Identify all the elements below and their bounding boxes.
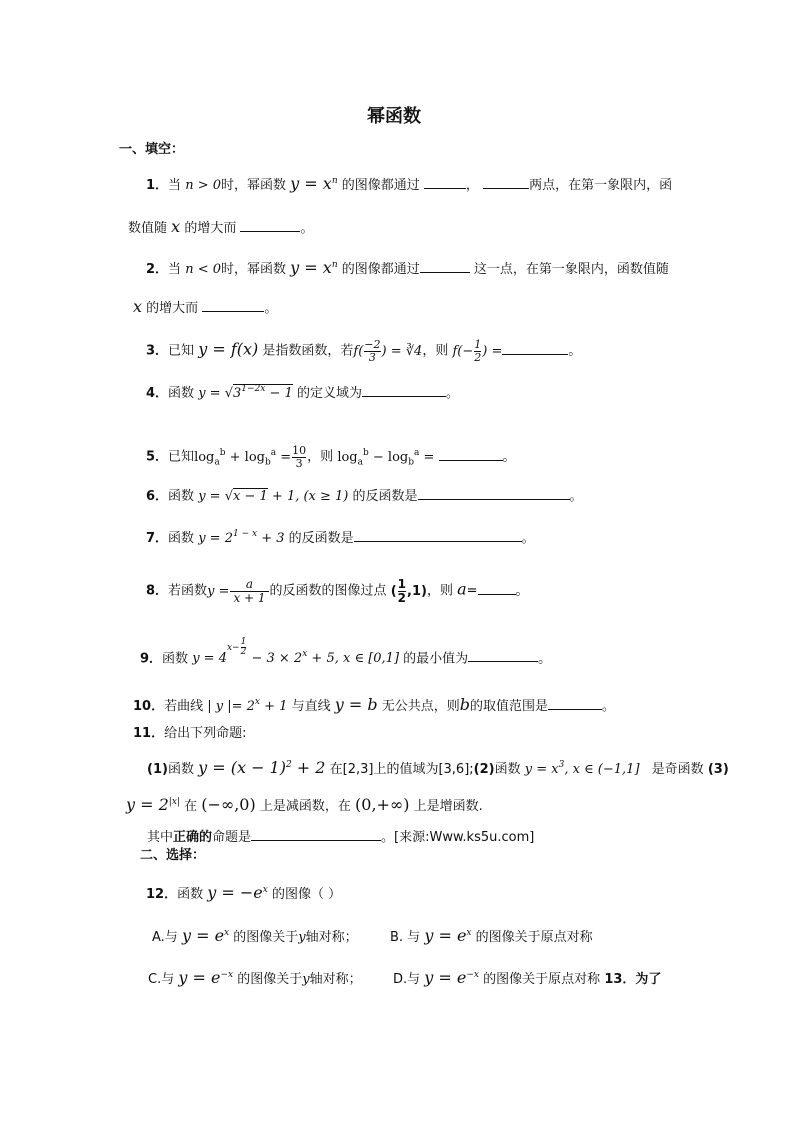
question-number: 9． <box>140 651 163 667</box>
question-6 <box>146 488 583 503</box>
text: 给出下列命题: <box>164 726 247 741</box>
text: 轴对称； <box>309 972 362 987</box>
text: 数值随 <box>128 221 168 236</box>
question-1-line-2 <box>128 219 314 235</box>
text: 这一点，在第一象限内，函数值随 <box>473 262 669 277</box>
exponential-expr: $y = -e^x$ <box>207 883 268 902</box>
option-a[interactable] <box>152 928 358 944</box>
text: 函数 <box>177 887 204 902</box>
text: 与直线 <box>291 699 331 714</box>
text: 的反函数是 <box>288 531 354 546</box>
point-expr: ( $\frac{1}{2}$ ,1) <box>390 577 427 605</box>
question-2-line-2 <box>133 299 277 315</box>
text: 。 <box>502 449 516 465</box>
answer-blank[interactable] <box>483 177 529 189</box>
text: 正确的 <box>173 830 213 845</box>
text: 若曲线 <box>164 699 204 714</box>
radical-expr: y = √x − 1 + 1, (x ≥ 1) <box>198 489 349 504</box>
text: 函数 <box>168 489 195 504</box>
rational-expr: y = $\frac{a}{x + 1}$ <box>207 584 269 599</box>
text: 函数 <box>162 651 189 667</box>
question-number: 8． <box>146 583 169 599</box>
question-4 <box>146 385 459 400</box>
condition-expr: f( $\frac{-2}{3}$ ) = ∛4 <box>353 338 423 364</box>
variable-x: x <box>171 217 181 236</box>
proposition-label: (3) <box>707 762 729 777</box>
next-question-start: 13．为了 <box>604 972 662 987</box>
text: 函数 <box>167 762 194 777</box>
answer-blank[interactable] <box>439 449 503 461</box>
text: 无公共点，则 <box>381 699 460 714</box>
question-5 <box>146 445 516 469</box>
text: 。 <box>602 699 616 714</box>
cubic-expr: $y = x^3$, x ∈ (−1,1] <box>524 760 640 777</box>
option-label: B. 与 <box>390 930 421 945</box>
question-number: 6． <box>146 489 169 504</box>
text: 函数 <box>494 762 521 777</box>
text: 的图像都通过 <box>341 262 420 277</box>
question-11-line-2 <box>126 797 483 813</box>
answer-blank[interactable] <box>362 385 446 397</box>
variable-y: y <box>298 930 306 945</box>
exponential-expr: $y = 2^{1 - x} + 3$ <box>198 529 285 546</box>
section-fill-in: 一、填空： <box>119 142 185 157</box>
question-12 <box>146 885 341 901</box>
text: 在[2,3]上的值域为[3,6]; <box>329 762 474 777</box>
question-8 <box>146 578 529 604</box>
text: 的最小值为 <box>403 651 469 667</box>
question-number: 4． <box>146 386 169 401</box>
text: 的取值范围是 <box>470 699 549 714</box>
function-fx: y = f(x) <box>198 339 259 359</box>
exponential-expr: $y = e^{-x}$ <box>178 968 234 987</box>
interval-expr: (−∞,0) <box>201 795 256 814</box>
text: 是奇函数 <box>651 762 704 777</box>
log-sum-expr: $\log_a^b + \log_b^a$ = $\frac{10}{3}$ <box>194 444 307 470</box>
text: 。 <box>538 651 552 667</box>
exponential-expr: $y = e^x$ <box>181 926 230 945</box>
curve-expr: | y |= $2^x + 1$ <box>207 697 288 714</box>
answer-blank[interactable] <box>240 220 300 232</box>
exponential-expr: $y = 4^{x- \frac{1}{2}}$ − $3 \times 2^x + 5$, x ∈ [0,1] <box>192 637 400 667</box>
text: 的图像（ ） <box>271 887 342 902</box>
text: 。 <box>521 531 535 546</box>
text: 的增大而 <box>184 221 237 236</box>
answer-blank[interactable] <box>502 343 568 355</box>
option-c[interactable] <box>148 970 362 986</box>
text: 的定义域为 <box>296 386 362 401</box>
question-number: 10． <box>133 699 165 714</box>
radical-expr: $y = √3^{1-2x} - 1$ <box>198 384 293 401</box>
question-number: 7． <box>146 531 169 546</box>
text: ，则 <box>307 449 334 465</box>
question-number: 11． <box>133 726 165 741</box>
option-d[interactable] <box>393 970 661 986</box>
question-number: 2． <box>146 262 169 277</box>
text: 命题是 <box>212 830 252 845</box>
text: 时，幂函数 <box>221 262 287 277</box>
variable-a: a <box>457 579 467 599</box>
question-1-line-1 <box>146 176 672 192</box>
answer-blank[interactable] <box>202 300 264 312</box>
page-title: 幂函数 <box>367 106 421 127</box>
interval-expr: (0,+∞) <box>355 795 410 814</box>
text: 轴对称； <box>305 930 358 945</box>
line-expr: y = b <box>334 695 378 714</box>
variable-b: b <box>459 695 470 714</box>
variable-x: x <box>133 297 143 316</box>
text: 当 <box>168 178 182 193</box>
question-11-line-1 <box>147 760 729 776</box>
answer-blank[interactable] <box>548 698 602 710</box>
question-number: 5． <box>146 449 169 465</box>
text: 的图像都通过 <box>341 178 420 193</box>
text: 已知 <box>168 343 195 359</box>
text: 的图像关于 <box>237 972 303 987</box>
text: 其中 <box>147 830 174 845</box>
question-7 <box>146 530 535 545</box>
question-2-line-1 <box>146 260 669 276</box>
text: 已知 <box>168 449 195 465</box>
text: 当 <box>168 262 182 277</box>
text: ，则 <box>426 583 453 599</box>
section-choice: 二、选择： <box>140 848 206 863</box>
text: 时，幂函数 <box>221 178 287 193</box>
condition: n > 0 <box>185 178 222 193</box>
proposition-label: (2) <box>473 762 495 777</box>
text: 。 <box>515 583 529 599</box>
question-10 <box>133 697 615 713</box>
text: 是指数函数，若 <box>262 343 354 359</box>
exponential-expr: $y = e^{-x}$ <box>424 968 480 987</box>
text: ，则 <box>422 343 449 359</box>
variable-y: y <box>302 972 310 987</box>
text: 。 <box>445 386 459 401</box>
question-number: 12． <box>146 887 178 902</box>
text: 。 <box>264 301 278 316</box>
answer-blank[interactable] <box>418 488 570 500</box>
answer-blank[interactable] <box>478 583 516 595</box>
text: 。 <box>300 221 314 236</box>
log-diff-expr: $\log_a^b - \log_b^a$ = <box>337 447 435 468</box>
question-9 <box>140 637 552 670</box>
text: = <box>466 583 478 599</box>
option-label: A.与 <box>152 930 178 945</box>
text: 的图像关于 <box>233 930 299 945</box>
text: 的增大而 <box>146 301 199 316</box>
text: 在 <box>184 799 198 814</box>
text: 的图像关于原点对称 <box>475 930 593 945</box>
option-label: D.与 <box>393 972 421 987</box>
answer-blank[interactable] <box>468 650 538 662</box>
text: ， <box>465 178 479 193</box>
text: 上是增函数. <box>413 799 483 814</box>
option-b[interactable] <box>390 928 593 944</box>
abs-exp-expr: $y = 2^{|x|}$ <box>126 795 180 814</box>
text: 函数 <box>168 386 195 401</box>
question-number: 1． <box>146 178 169 193</box>
option-label: C.与 <box>148 972 175 987</box>
text: 的反函数的图像过点 <box>269 583 387 599</box>
question-11-line-3 <box>147 829 534 844</box>
answer-blank[interactable] <box>424 177 466 189</box>
condition: n < 0 <box>185 262 222 277</box>
quadratic-expr: $y = (x - 1)^2 + 2$ <box>198 758 326 777</box>
text: 的图像关于原点对称 <box>483 972 601 987</box>
text: 上是减函数，在 <box>259 799 351 814</box>
power-function: $y = x^n$ <box>290 258 338 277</box>
power-function: $y = x^n$ <box>290 174 338 193</box>
question-number: 3． <box>146 343 169 359</box>
answer-blank[interactable] <box>251 829 381 841</box>
text: 两点，在第一象限内，函 <box>529 178 673 193</box>
target-expr: f(− $\frac{1}{2}$ ) = <box>452 338 503 364</box>
text: 的反函数是 <box>352 489 418 504</box>
exponential-expr: $y = e^x$ <box>424 926 472 945</box>
text: 。[来源:Www.ks5u.com] <box>381 830 535 845</box>
text: 。 <box>569 489 583 504</box>
proposition-label: (1) <box>147 762 168 777</box>
text: 。 <box>568 343 582 359</box>
answer-blank[interactable] <box>354 530 522 542</box>
question-11 <box>133 727 246 740</box>
text: 若函数 <box>168 583 208 599</box>
text: 函数 <box>168 531 195 546</box>
question-3 <box>146 339 581 363</box>
answer-blank[interactable] <box>420 261 470 273</box>
